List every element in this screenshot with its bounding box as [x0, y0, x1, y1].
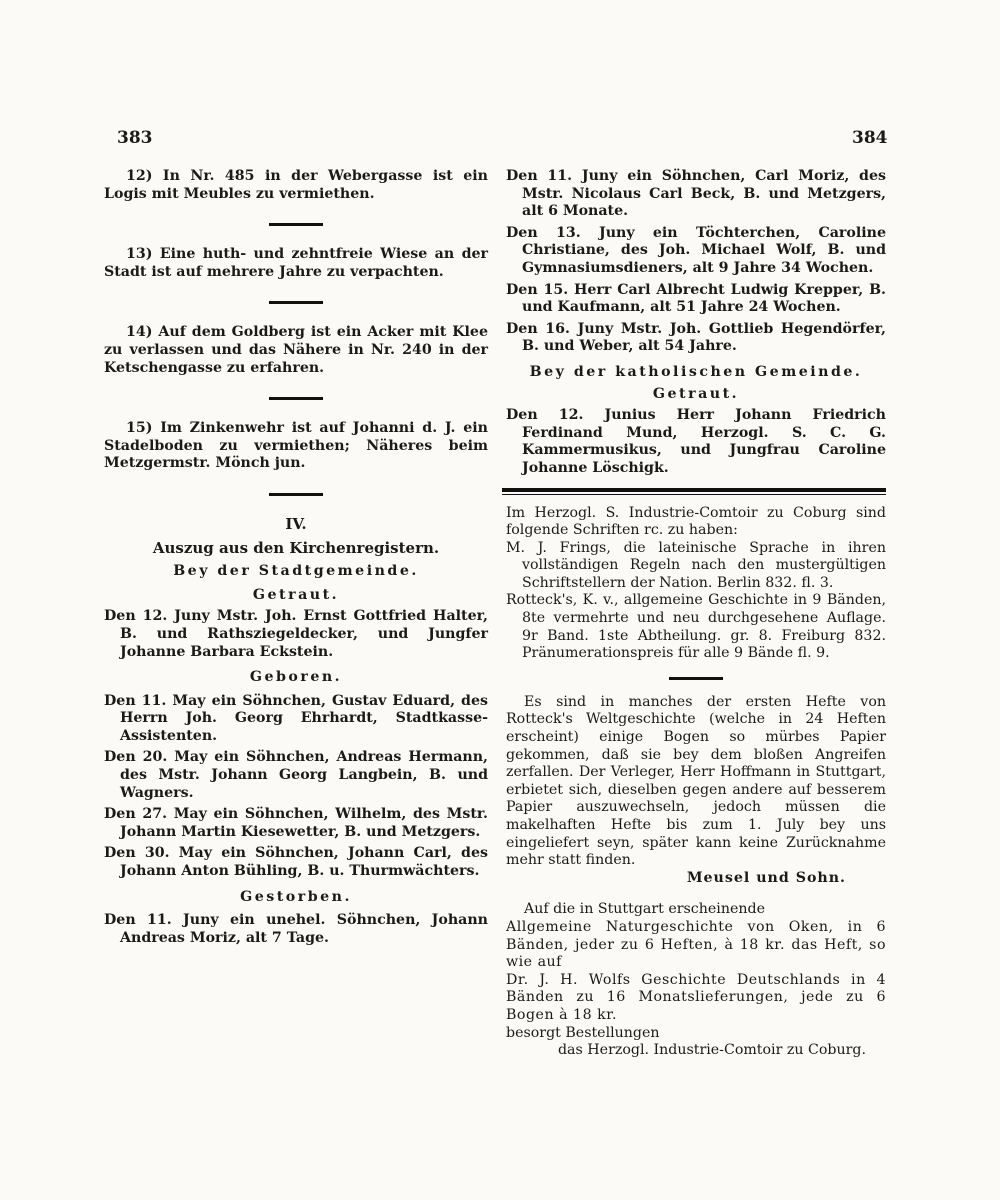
register-entry: Den 11. Juny ein Söhnchen, Carl Moriz, des Mstr. Nicolaus Carl Beck, B. und Metzgers, alt 6 Monate. — [506, 168, 886, 220]
register-entry: Den 30. May ein Söhnchen, Johann Carl, des Johann Anton Bühling, B. u. Thurmwächters. — [104, 845, 488, 880]
geboren-label: Geboren. — [249, 669, 343, 686]
notice-15: 15) Im Zinkenwehr ist auf Johanni d. J. ein Stadelboden zu vermiethen; Näheres beim Metzgermstr. Mönch jun. — [104, 420, 488, 472]
right-column — [506, 168, 886, 1060]
comtoir-intro: Im Herzogl. S. Industrie-Comtoir zu Coburg sind folgende Schriften rc. zu haben: — [506, 504, 886, 539]
separator-rule — [269, 301, 323, 304]
separator-rule — [269, 397, 323, 400]
register-entry: Den 12. Juny Mstr. Joh. Ernst Gottfried Halter, B. und Rathsziegeldecker, und Jungfer Johanne Barbara Eckstein. — [104, 608, 488, 660]
naturgeschichte-intro: Auf die in Stuttgart erscheinende — [524, 901, 765, 918]
notice-13: 13) Eine huth- und zehntfreie Wiese an der Stadt ist auf mehrere Jahre zu verpachten. — [104, 246, 488, 280]
parish-heading: Bey der Stadtgemeinde. — [173, 563, 419, 580]
wolf-listing: Dr. J. H. Wolfs Geschichte Deutschlands in 4 Bänden zu 16 Monatslieferungen, jede zu 6 Bogen à 18 kr. — [506, 971, 886, 1023]
separator-rule — [269, 493, 323, 496]
register-entry: Den 20. May ein Söhnchen, Andreas Hermann, des Mstr. Johann Georg Langbein, B. und Wagners. — [104, 749, 488, 801]
left-column — [104, 168, 488, 951]
book-listing: Rotteck's, K. v., allgemeine Geschichte in 9 Bänden, 8te vermehrte und neu durchgesehene Auflage. 9r Band. 1ste Abtheilung. gr. 8. Freiburg 832. Pränumerationspreis für alle 9 Bände fl. 9. — [506, 592, 886, 662]
double-rule — [502, 488, 886, 495]
section-title: Auszug aus den Kirchenregistern. — [152, 538, 440, 557]
register-entry: Den 13. Juny ein Töchterchen, Caroline Christiane, des Joh. Michael Wolf, B. und Gymnasiumsdieners, alt 9 Jahre 34 Wochen. — [506, 224, 886, 276]
signature: Meusel und Sohn. — [686, 869, 846, 886]
separator-rule — [669, 677, 723, 680]
catholic-heading: Bey der katholischen Gemeinde. — [529, 363, 863, 380]
page-number-right: 384 — [852, 128, 888, 148]
register-entry: Den 15. Herr Carl Albrecht Ludwig Krepper, B. und Kaufmann, alt 51 Jahre 24 Wochen. — [506, 281, 886, 316]
separator-rule — [269, 223, 323, 226]
hefte-notice: Es sind in manches der ersten Hefte von Rotteck's Weltgeschichte (welche in 24 Heften erscheint) einige Bogen so mürbes Papier gekommen, daß sie bey dem bloßen Angreifen zerfallen. Der Verleger, Herr Hoffmann in Stuttgart, erbietet sich, dieselben gegen andere auf besserem Papier auszuwechseln, jedoch müssen die makelhaften Hefte bis zum 1. July bey uns eingeliefert seyn, später kann keine Zurücknahme mehr statt finden. — [506, 693, 886, 869]
section-number: IV. — [285, 514, 307, 533]
besorgt-line: besorgt Bestellungen — [506, 1024, 660, 1041]
notice-12: 12) In Nr. 485 in der Webergasse ist ein Logis mit Meubles zu vermiethen. — [104, 168, 488, 202]
getraut-label: Getraut. — [652, 385, 740, 402]
register-entry: Den 16. Juny Mstr. Joh. Gottlieb Hegendörfer, B. und Weber, alt 54 Jahre. — [506, 320, 886, 355]
register-entry: Den 27. May ein Söhnchen, Wilhelm, des Mstr. Johann Martin Kiesewetter, B. und Metzgers. — [104, 806, 488, 840]
register-entry: Den 11. Juny ein unehel. Söhnchen, Johann Andreas Moriz, alt 7 Tage. — [104, 912, 488, 946]
gestorben-label: Gestorben. — [240, 888, 352, 905]
register-entry: Den 12. Junius Herr Johann Friedrich Ferdinand Mund, Herzogl. S. C. G. Kammermusikus, und Jungfrau Caroline Johanne Löschigk. — [506, 407, 886, 476]
book-listing: M. J. Frings, die lateinische Sprache in ihren vollständigen Regeln nach den mustergültigen Schriftstellern der Nation. Berlin 832. fl. 3. — [506, 539, 886, 591]
closing-line: das Herzogl. Industrie-Comtoir zu Coburg. — [557, 1042, 866, 1059]
naturgeschichte-listing: Allgemeine Naturgeschichte von Oken, in 6 Bänden, jeder zu 6 Heften, à 18 kr. das Heft, so wie auf — [506, 918, 886, 971]
page-number-left: 383 — [117, 128, 153, 148]
notice-14: 14) Auf dem Goldberg ist ein Acker mit Klee zu verlassen und das Nähere in Nr. 240 in der Ketschengasse zu erfahren. — [104, 324, 488, 376]
getraut-label: Getraut. — [252, 586, 340, 603]
register-entry: Den 11. May ein Söhnchen, Gustav Eduard, des Herrn Joh. Georg Ehrhardt, Stadtkasse-Assistenten. — [104, 692, 488, 744]
